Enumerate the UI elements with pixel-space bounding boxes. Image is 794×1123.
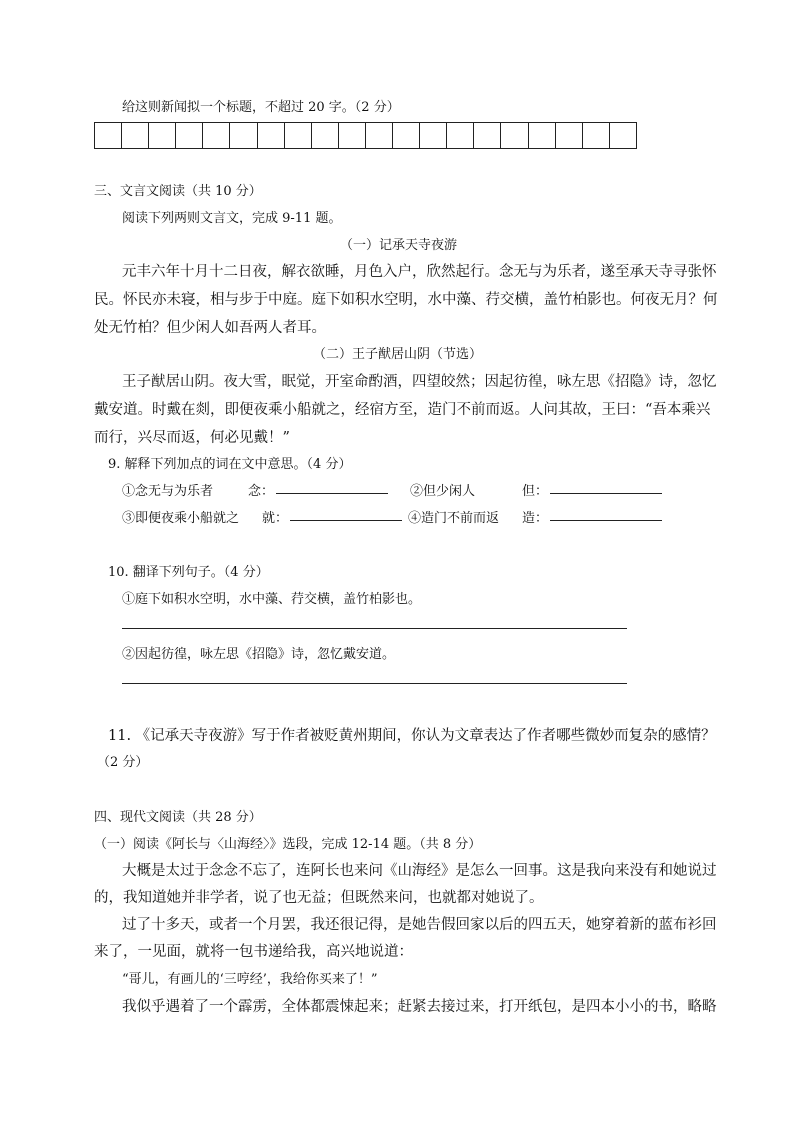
q10-answer-line-2[interactable] [122,683,627,684]
q9-item-2-word: 但： [522,484,549,499]
q10-sentence-2: ②因起彷徨，咏左思《招隐》诗，忽忆戴安道。 [122,647,396,662]
passage-line: 的，我知道她并非学者，说了也无益；但既然来问，也就都对她说了。 [94,890,544,906]
q9-item-1-word: 念： [248,484,275,499]
q9-item-4: ④造门不前而返 [408,511,500,526]
section-4-sub: （一）阅读《阿长与〈山海经〉》选段，完成 12-14 题。（共 8 分） [94,837,482,852]
grid-cell[interactable] [257,123,284,148]
answer-grid[interactable] [94,122,637,149]
grid-cell[interactable] [148,123,175,148]
passage-line: 我似乎遇着了一个霹雳，全体都震悚起来；赶紧去接过来，打开纸包，是四本小小的书，略略 [122,999,717,1015]
grid-cell[interactable] [528,123,555,148]
text-2-title: （二）王子猷居山阴（节选） [313,347,483,362]
grid-cell[interactable] [446,123,473,148]
grid-cell[interactable] [338,123,365,148]
grid-cell[interactable] [392,123,419,148]
question-10-title: 10. 翻译下列句子。（4 分） [108,565,269,580]
text-1-title: （一）记承天寺夜游 [340,238,458,253]
text-1-line: 处无竹柏？但少闲人如吾两人者耳。 [94,320,326,336]
section-4-header: 四、现代文阅读（共 28 分） [94,810,262,825]
q10-sentence-1: ①庭下如积水空明，水中藻、荇交横，盖竹柏影也。 [122,592,422,607]
passage-line: 来了，一见面，就将一包书递给我，高兴地说道： [94,944,413,960]
text-2-line: 王子猷居山阴。夜大雪，眠觉，开室命酌酒，四望皎然；因起彷徨，咏左思《招隐》诗，忽忆 [122,374,717,390]
grid-cell[interactable] [419,123,446,148]
grid-cell[interactable] [229,123,256,148]
q9-item-4-word: 造： [522,511,549,526]
question-title-headline: 给这则新闻拟一个标题，不超过 20 字。（2 分） [122,100,400,115]
q10-answer-line-1[interactable] [122,628,627,629]
text-2-line: 戴安道。时戴在剡，即便夜乘小船就之，经宿方至，造门不前而返。人问其故，王曰：“吾本乘兴 [94,402,711,418]
q9-blank-2[interactable] [550,493,662,494]
grid-cell[interactable] [473,123,500,148]
text-1-line: 民。怀民亦未寝，相与步于中庭。庭下如积水空明，水中藻、荇交横，盖竹柏影也。何夜无月？何 [94,292,718,308]
q9-item-3-word: 就： [262,511,289,526]
question-11-text: 11. 《记承天寺夜游》写于作者被贬黄州期间，你认为文章表达了作者哪些微妙而复杂的感情？ [108,728,716,744]
question-9-title: 9. 解释下列加点的词在文中意思。（4 分） [108,457,352,472]
grid-cell[interactable] [284,123,311,148]
grid-cell[interactable] [582,123,609,148]
q9-item-2: ②但少闲人 [410,484,476,499]
grid-cell[interactable] [500,123,527,148]
grid-cell[interactable] [175,123,202,148]
grid-cell[interactable] [609,123,636,148]
passage-line: 大概是太过于念念不忘了，连阿长也来问《山海经》是怎么一回事。这是我向来没有和她说过 [122,863,717,879]
section-3-intro: 阅读下列两则文言文，完成 9-11 题。 [122,211,342,226]
grid-cell[interactable] [95,123,121,148]
q9-blank-4[interactable] [550,520,662,521]
q9-blank-1[interactable] [276,493,388,494]
grid-cell[interactable] [202,123,229,148]
q9-blank-3[interactable] [290,520,402,521]
section-3-header: 三、文言文阅读（共 10 分） [94,184,262,199]
q9-item-3: ③即便夜乘小船就之 [122,511,240,526]
text-1-line: 元丰六年十月十二日夜，解衣欲睡，月色入户，欣然起行。念无与为乐者，遂至承天寺寻张怀 [122,264,717,280]
grid-cell[interactable] [365,123,392,148]
passage-line: 过了十多天，或者一个月罢，我还很记得，是她告假回家以后的四五天，她穿着新的蓝布衫回 [122,917,717,933]
passage-line: “哥儿，有画儿的‘三哼经’，我给你买来了！” [122,972,378,987]
grid-cell[interactable] [121,123,148,148]
question-11-points: （2 分） [97,755,149,770]
text-2-line: 而行，兴尽而返，何必见戴！” [94,430,290,446]
grid-cell[interactable] [555,123,582,148]
grid-cell[interactable] [311,123,338,148]
q9-item-1: ①念无与为乐者 [122,484,214,499]
